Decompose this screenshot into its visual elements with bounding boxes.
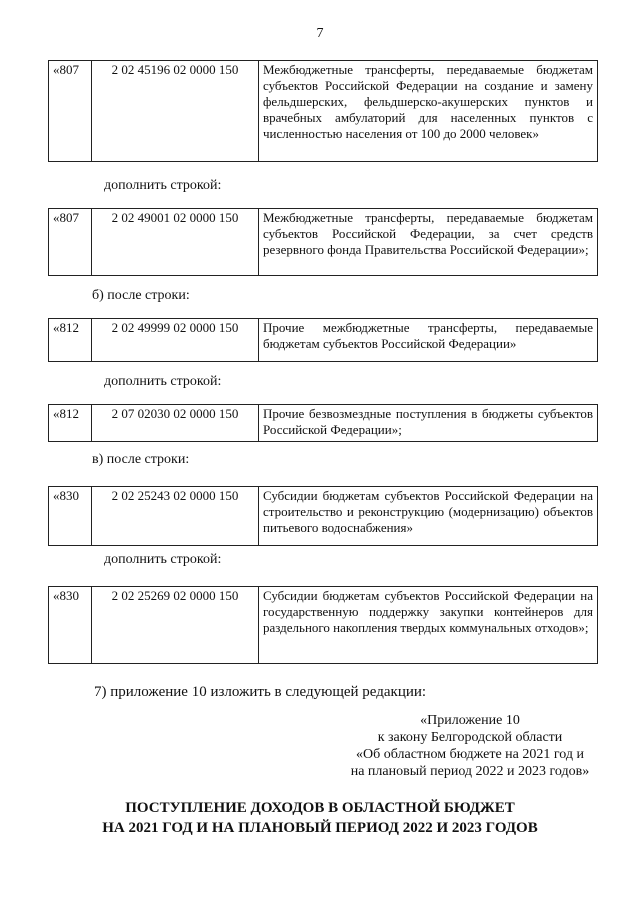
instruction-after-v: в) после строки: <box>92 452 190 467</box>
budget-code-cell: 2 02 49001 02 0000 150 <box>92 209 259 276</box>
instruction-add: дополнить строкой: <box>104 552 222 567</box>
appendix-line: «Приложение 10 <box>420 713 520 728</box>
description-cell: Межбюджетные трансферты, передаваемые бюджетам субъектов Российской Федерации на создание и замену фельдшерских, фельдшерско-акушерских пунктов и врачебных амбулаторий для населенных пунктов с численностью населения от 100 до 2000 человек» <box>259 61 598 162</box>
table-row <box>48 208 598 276</box>
item-7-instruction: 7) приложение 10 изложить в следующей редакции: <box>94 684 427 700</box>
table-row <box>48 60 598 162</box>
instruction-add: дополнить строкой: <box>104 374 222 389</box>
table-row <box>48 586 598 664</box>
budget-code-cell: 2 02 45196 02 0000 150 <box>92 61 259 162</box>
admin-code-cell: «830 <box>49 587 92 664</box>
budget-code-cell: 2 07 02030 02 0000 150 <box>92 405 259 442</box>
admin-code-cell: «812 <box>49 319 92 362</box>
admin-code-cell: «807 <box>49 61 92 162</box>
admin-code-cell: «807 <box>49 209 92 276</box>
admin-code-cell: «812 <box>49 405 92 442</box>
page-number: 7 <box>316 26 324 41</box>
instruction-after-b: б) после строки: <box>92 288 190 303</box>
description-cell: Межбюджетные трансферты, передаваемые бюджетам субъектов Российской Федерации, за счет средств резервного фонда Правительства Российской Федерации»; <box>259 209 598 276</box>
appendix-line: на плановый период 2022 и 2023 годов» <box>350 764 590 779</box>
appendix-line: «Об областном бюджете на 2021 год и <box>356 747 584 762</box>
budget-code-cell: 2 02 25269 02 0000 150 <box>92 587 259 664</box>
admin-code-cell: «830 <box>49 487 92 546</box>
budget-code-cell: 2 02 49999 02 0000 150 <box>92 319 259 362</box>
document-title-line2: НА 2021 ГОД И НА ПЛАНОВЫЙ ПЕРИОД 2022 И 2023 ГОДОВ <box>102 820 538 836</box>
description-cell: Субсидии бюджетам субъектов Российской Федерации на строительство и реконструкцию (модернизацию) объектов питьевого водоснабжения» <box>259 487 598 546</box>
description-cell: Субсидии бюджетам субъектов Российской Федерации на государственную поддержку закупки контейнеров для раздельного накопления твердых коммунальных отходов»; <box>259 587 598 664</box>
table-row <box>48 486 598 546</box>
budget-code-cell: 2 02 25243 02 0000 150 <box>92 487 259 546</box>
description-cell: Прочие межбюджетные трансферты, передаваемые бюджетам субъектов Российской Федерации» <box>259 319 598 362</box>
instruction-add: дополнить строкой: <box>104 178 222 193</box>
document-title-line1: ПОСТУПЛЕНИЕ ДОХОДОВ В ОБЛАСТНОЙ БЮДЖЕТ <box>125 800 515 816</box>
appendix-line: к закону Белгородской области <box>377 730 563 745</box>
appendix-heading <box>330 712 610 780</box>
description-cell: Прочие безвозмездные поступления в бюджеты субъектов Российской Федерации»; <box>259 405 598 442</box>
table-row <box>48 318 598 362</box>
table-row <box>48 404 598 442</box>
